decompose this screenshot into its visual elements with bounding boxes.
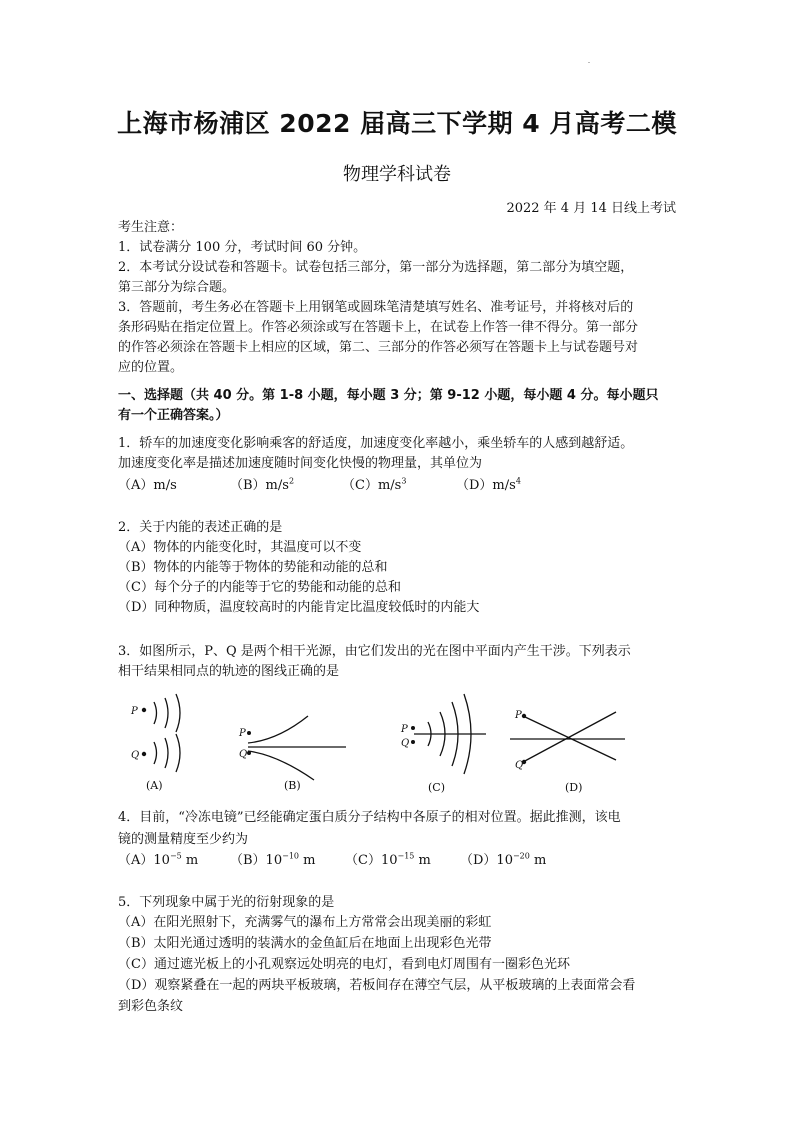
q5-option-d-b: 到彩色条纹 bbox=[118, 999, 184, 1014]
figC-caption: (C) bbox=[428, 781, 445, 794]
figA-wave-q2 bbox=[165, 738, 168, 768]
q2-option-d: （D）同种物质，温度较高时的内能肯定比温度较低时的内能大 bbox=[118, 600, 480, 615]
figA-wave-p1 bbox=[154, 702, 157, 724]
figB-point-q bbox=[247, 751, 251, 755]
exam-date: 2022 年 4 月 14 日线上考试 bbox=[506, 201, 676, 216]
figC-point-p bbox=[411, 726, 415, 730]
notice-item-3a: 3．答题前，考生务必在答题卡上用钢笔或圆珠笔清楚填写姓名、准考证号，并将核对后的 bbox=[118, 300, 634, 315]
q4-option-d: $(D)10^{-20}$ m bbox=[460, 851, 547, 868]
q2-option-a: （A）物体的内能变化时，其温度可以不变 bbox=[118, 540, 362, 555]
figB-curve-lower bbox=[248, 751, 314, 780]
q5-stem: 5．下列现象中属于光的衍射现象的是 bbox=[118, 895, 335, 910]
q3-stem-b: 相干结果相同点的轨迹的图线正确的是 bbox=[118, 664, 340, 679]
q2-option-c: （C）每个分子的内能等于它的势能和动能的总和 bbox=[118, 580, 401, 595]
figC-point-q bbox=[411, 740, 415, 744]
q4-stem-b: 镜的测量精度至少约为 bbox=[118, 832, 249, 847]
q2-option-b: （B）物体的内能等于物体的势能和动能的总和 bbox=[118, 560, 388, 575]
figD-label-p: P bbox=[515, 710, 522, 721]
figA-wave-q1 bbox=[154, 742, 157, 764]
page-title: 上海市杨浦区 2022 届高三下学期 4 月高考二模 bbox=[117, 109, 677, 138]
figB-label-q: Q bbox=[239, 749, 248, 760]
q4-stem-a: 4．目前，“冷冻电镜”已经能确定蛋白质分子结构中各原子的相对位置。据此推测，该电 bbox=[118, 810, 621, 825]
figD-point-p bbox=[522, 714, 526, 718]
figB-point-p bbox=[247, 731, 251, 735]
q3-figure bbox=[118, 688, 688, 798]
figA-wave-p2 bbox=[165, 698, 168, 728]
q5-option-b: （B）太阳光通过透明的装满水的金鱼缸后在地面上出现彩色光带 bbox=[118, 936, 492, 951]
figB-curve-upper bbox=[248, 716, 308, 743]
figA-wave-p3 bbox=[176, 694, 180, 732]
notice-item-1: 1．试卷满分 100 分，考试时间 60 分钟。 bbox=[118, 240, 367, 255]
notice-item-3b: 条形码贴在指定位置上。作答必须涂或写在答题卡上，在试卷上作答一律不得分。第一部分 bbox=[118, 320, 639, 335]
figA-wave-q3 bbox=[176, 734, 180, 772]
figB-label-p: P bbox=[239, 728, 246, 739]
q4-option-a: $(A)10^{-5}$ m bbox=[118, 851, 199, 868]
q1-option-a: （A）m/s bbox=[118, 478, 177, 493]
q5-option-c: （C）通过遮光板上的小孔观察远处明亮的电灯，看到电灯周围有一圈彩色光环 bbox=[118, 957, 570, 972]
figD-line-1 bbox=[523, 716, 616, 760]
section-heading-a: 一、选择题（共 40 分。第 1-8 小题，每小题 3 分；第 9-12 小题，每小题 4 分。每小题只 bbox=[118, 388, 659, 403]
section-heading-b: 有一个正确答案。） bbox=[118, 408, 229, 423]
q2-stem: 2．关于内能的表述正确的是 bbox=[118, 520, 283, 535]
figA-label-q: Q bbox=[131, 750, 140, 761]
figC-label-p: P bbox=[401, 724, 408, 735]
notice-heading: 考生注意： bbox=[118, 220, 184, 235]
q4-option-b: $(B)10^{-10}$ m bbox=[230, 851, 316, 868]
figB-caption: (B) bbox=[284, 779, 301, 792]
figD-caption: (D) bbox=[565, 781, 583, 794]
q1-stem-b: 加速度变化率是描述加速度随时间变化快慢的物理量，其单位为 bbox=[118, 456, 483, 471]
scan-mark bbox=[588, 62, 590, 63]
figA-caption: (A) bbox=[146, 779, 163, 792]
q3-stem-a: 3．如图所示，P、Q 是两个相干光源，由它们发出的光在图中平面内产生干涉。下列表示 bbox=[118, 644, 631, 659]
figD-label-q: Q bbox=[515, 760, 524, 771]
page-subtitle: 物理学科试卷 bbox=[343, 164, 451, 185]
figC-label-q: Q bbox=[401, 738, 410, 749]
q1-option-c: $(C)m/s^3$ bbox=[342, 476, 407, 493]
q1-option-d: $(D)m/s^4$ bbox=[456, 476, 521, 493]
notice-item-3d: 应的位置。 bbox=[118, 360, 184, 375]
q4-option-c: $(C)10^{-15}$ m bbox=[345, 851, 431, 868]
q5-option-d-a: （D）观察紧叠在一起的两块平板玻璃，若板间存在薄空气层，从平板玻璃的上表面常会看 bbox=[118, 978, 636, 993]
figD-line-2 bbox=[523, 712, 616, 762]
q1-option-b: $(B)m/s^2$ bbox=[230, 476, 295, 493]
q5-option-a: （A）在阳光照射下，充满雾气的瀑布上方常常会出现美丽的彩虹 bbox=[118, 915, 492, 930]
notice-item-2b: 第三部分为综合题。 bbox=[118, 280, 236, 295]
figA-point-p bbox=[142, 708, 146, 712]
q1-stem-a: 1．轿车的加速度变化影响乘客的舒适度，加速度变化率越小，乘坐轿车的人感到越舒适。 bbox=[118, 436, 634, 451]
notice-item-3c: 的作答必须涂在答题卡上相应的区域，第二、三部分的作答必须写在答题卡上与试卷题号对 bbox=[118, 340, 639, 355]
figA-label-p: P bbox=[131, 706, 138, 717]
figA-point-q bbox=[142, 752, 146, 756]
notice-item-2a: 2．本考试分设试卷和答题卡。试卷包括三部分，第一部分为选择题，第二部分为填空题， bbox=[118, 260, 634, 275]
